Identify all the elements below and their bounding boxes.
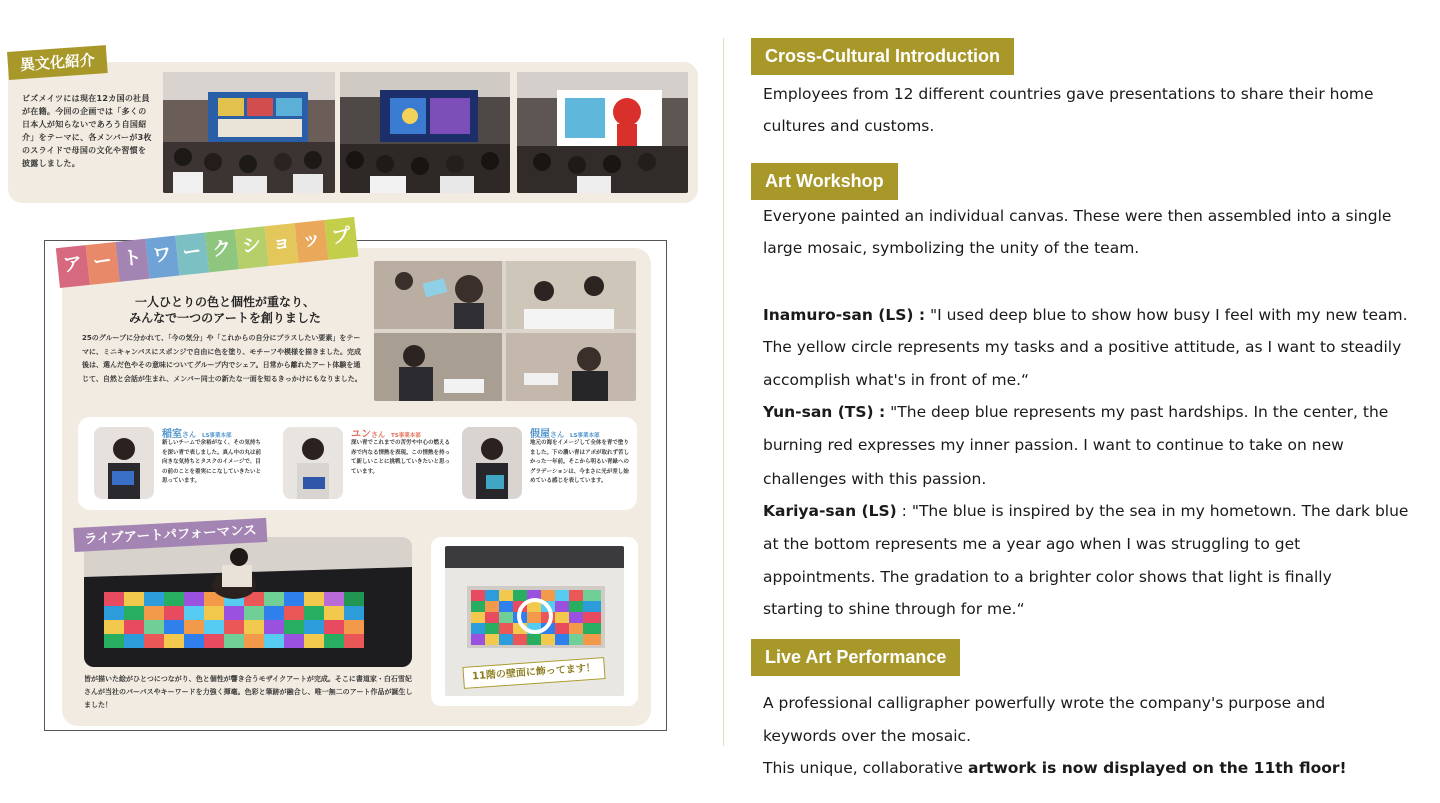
title-char: ト [115, 239, 149, 282]
art-workshop-text-line-1: Everyone painted an individual canvas. These were then assembled into a single [763, 207, 1392, 225]
subtitle-line-1: 一人ひとりの色と個性が重なり、 [134, 295, 315, 309]
quote-kariya-line-4: starting to shine through for me.“ [763, 600, 1025, 618]
participant-name: 稲室さん LS事業本部 [162, 429, 232, 440]
title-char: ー [86, 242, 120, 285]
participant-inamuro [84, 425, 264, 503]
participant-comment: 深い青でこれまでの苦労や中心の燃える赤で内なる情熱を表現。この情熱を持って新しいことに挑戦していきたいと思っています。 [351, 440, 451, 475]
presentation-photo-1 [163, 72, 335, 193]
title-char: ー [175, 233, 209, 276]
cross-cultural-body: ビズメイツには現在12カ国の社員が在籍。今回の企画では「多くの日本人が知らないであろう自国紹介」をテーマに、各メンバーが3枚のスライドで母国の文化や習慣を披露しました。 [22, 94, 152, 168]
section-heading-live-art: Live Art Performance [751, 639, 960, 676]
quote-yun-line-3: challenges with this passion. [763, 470, 987, 488]
participant-kariya [452, 425, 632, 503]
title-char: プ [324, 217, 358, 260]
live-performance-tag: ライブアートパフォーマンス [73, 518, 267, 552]
title-char: ア [56, 245, 90, 288]
participant-comment: 新しいチームで余裕がなく、その気持ちを深い青で表しました。真ん中の丸は前向きな気持ちとタスクのイメージで、目の前のことを着実にこなしていきたいと思っています。 [162, 440, 262, 484]
quote-kariya-line-2: at the bottom represents me a year ago when I was struggling to get [763, 535, 1301, 553]
participant-comments [78, 417, 637, 510]
art-workshop-text-line-2: large mosaic, symbolizing the unity of the team. [763, 239, 1140, 257]
title-char: ッ [295, 220, 329, 263]
quote-inamuro-line-1: Inamuro-san (LS) : "I used deep blue to show how busy I feel with my new team. [763, 306, 1408, 324]
quote-yun-line-1: Yun-san (TS) : "The deep blue represents my past hardships. In the center, the [763, 403, 1389, 421]
live-art-highlight: artwork is now displayed on the 11th floor! [967, 759, 1347, 777]
presentation-photo-2 [340, 72, 510, 193]
subtitle-line-2: みんなで一つのアートを創りました [129, 311, 321, 325]
live-performance-body: 皆が描いた絵がひとつにつながり、色と個性が響き合うモザイクアートが完成。そこに書道家・白石雪妃さんが当社のパーパスやキーワードを力強く揮毫。色彩と筆跡が融合し、唯一無二のアート作品が誕生しました！ [84, 675, 413, 709]
section-heading-art-workshop: Art Workshop [751, 163, 898, 200]
art-workshop-body: 25のグループに分かれて、「今の気分」や「これからの自分にプラスしたい要素」をテーマに、ミニキャンバスにスポンジで自由に色を塗り、モチーフや模様を描きました。完成後は、選んだ色やその意味についてグループ内でシェア。日常から離れたアート体験を通じて、自然と会話が生まれ、メンバー同士の新たな一面を知るきっかけにもなりました。 [82, 334, 362, 383]
participant-name: ユンさん TS事業本部 [351, 429, 421, 440]
yun-photo [283, 427, 343, 499]
quote-kariya-line-3: appointments. The gradation to a brighter color shows that light is finally [763, 568, 1332, 586]
title-char: ク [205, 229, 239, 272]
live-art-text-line-3: This unique, collaborative artwork is now displayed on the 11th floor! [763, 759, 1347, 777]
cross-cultural-text-line-1: Employees from 12 different countries gave presentations to share their home [763, 85, 1374, 103]
quote-yun-line-2: burning red expresses my inner passion. I want to continue to take on new [763, 436, 1344, 454]
presentation-photo-3 [517, 72, 688, 193]
participant-yun [273, 425, 453, 503]
cross-cultural-text-line-2: cultures and customs. [763, 117, 935, 135]
art-workshop-subtitle [100, 294, 350, 326]
quote-inamuro-name: Inamuro-san (LS) : [763, 306, 926, 324]
quote-inamuro-line-2: The yellow circle represents my tasks and a positive attitude, as I want to steadily [763, 338, 1402, 356]
cross-cultural-tag: 異文化紹介 [7, 45, 108, 80]
quote-inamuro-line-3: accomplish what's in front of me.“ [763, 371, 1030, 389]
participant-comment: 地元の海をイメージして全体を青で塗りました。下の濃い青はアポが取れず苦しかった一年前。そこから明るい青緑へのグラデーションは、今まさに光が差し始めている感じを表しています。 [530, 440, 630, 484]
live-performance-photo [84, 537, 412, 667]
title-char: シ [235, 226, 269, 269]
section-heading-cross-cultural: Cross-Cultural Introduction [751, 38, 1014, 75]
wall-display-badge: 11階の壁面に飾ってます！ [462, 657, 605, 689]
workshop-photo-collage [374, 261, 636, 401]
live-art-text-line-1: A professional calligrapher powerfully wrote the company's purpose and [763, 694, 1326, 712]
title-char: ョ [265, 223, 299, 266]
kariya-photo [462, 427, 522, 499]
quote-yun-name: Yun-san (TS) : [763, 403, 886, 421]
live-art-text-line-2: keywords over the mosaic. [763, 727, 972, 745]
inamuro-photo [94, 427, 154, 499]
title-char: ワ [145, 236, 179, 279]
participant-name: 假屋さん LS事業本部 [530, 429, 600, 440]
quote-kariya-line-1: Kariya-san (LS) : "The blue is inspired by the sea in my hometown. The dark blue [763, 502, 1409, 520]
column-divider [723, 38, 724, 746]
quote-kariya-name: Kariya-san (LS) [763, 502, 897, 520]
